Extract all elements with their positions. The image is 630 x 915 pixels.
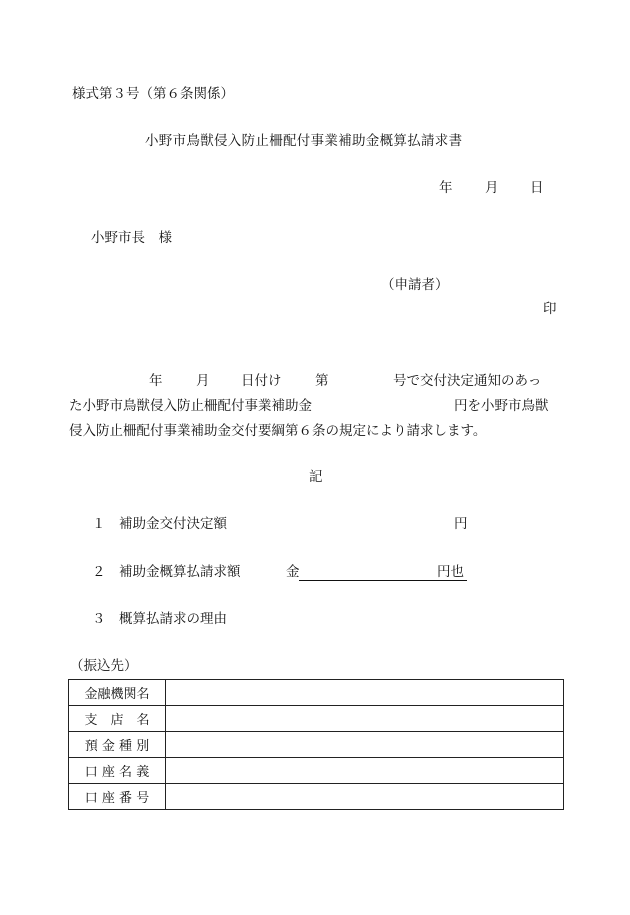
item-label: 概算払請求の理由: [119, 611, 227, 627]
row-value[interactable]: [166, 680, 564, 706]
document-title: 小野市鳥獣侵入防止柵配付事業補助金概算払請求書: [145, 133, 463, 149]
date-month: 月: [485, 180, 499, 196]
body-dated: 日付け: [241, 373, 282, 389]
applicant-label: （申請者）: [381, 277, 449, 293]
body-line2-head: た小野市鳥獣侵入防止柵配付事業補助金: [69, 398, 312, 414]
amount-prefix: 金: [286, 564, 300, 580]
row-label: 口 座 名 義: [69, 758, 166, 784]
form-number: 様式第３号（第６条関係）: [72, 86, 234, 102]
item-number: ３: [92, 611, 106, 627]
table-row: [69, 680, 564, 706]
row-label: 金融機関名: [69, 680, 166, 706]
item-label: 補助金概算払請求額: [119, 564, 241, 580]
row-value[interactable]: [166, 732, 564, 758]
item-number: ２: [92, 564, 106, 580]
table-row: [69, 758, 564, 784]
item-unit: 円也: [437, 564, 464, 580]
row-label: 支 店 名: [69, 706, 166, 732]
body-month: 月: [196, 373, 210, 389]
bank-caption: （振込先）: [70, 658, 138, 674]
row-value[interactable]: [166, 706, 564, 732]
row-label: 口 座 番 号: [69, 784, 166, 810]
ki-marker: 記: [309, 469, 323, 485]
item-label: 補助金交付決定額: [119, 516, 227, 532]
item-unit: 円: [454, 516, 468, 532]
date-day: 日: [530, 180, 544, 196]
bank-info-table: [68, 679, 564, 810]
body-line1-tail: 号で交付決定通知のあっ: [393, 373, 542, 389]
body-dai: 第: [315, 373, 329, 389]
table-row: [69, 732, 564, 758]
body-year: 年: [149, 373, 163, 389]
body-line2-tail: 円を小野市鳥獣: [454, 398, 549, 414]
amount-underline: [299, 580, 467, 581]
row-value[interactable]: [166, 758, 564, 784]
table-row: [69, 784, 564, 810]
body-line3: 侵入防止柵配付事業補助金交付要綱第６条の規定により請求します。: [69, 423, 487, 439]
row-value[interactable]: [166, 784, 564, 810]
seal-mark: 印: [543, 301, 557, 317]
addressee: 小野市長 様: [91, 230, 172, 246]
table-row: [69, 706, 564, 732]
date-year: 年: [439, 180, 453, 196]
row-label: 預 金 種 別: [69, 732, 166, 758]
item-number: １: [92, 516, 106, 532]
